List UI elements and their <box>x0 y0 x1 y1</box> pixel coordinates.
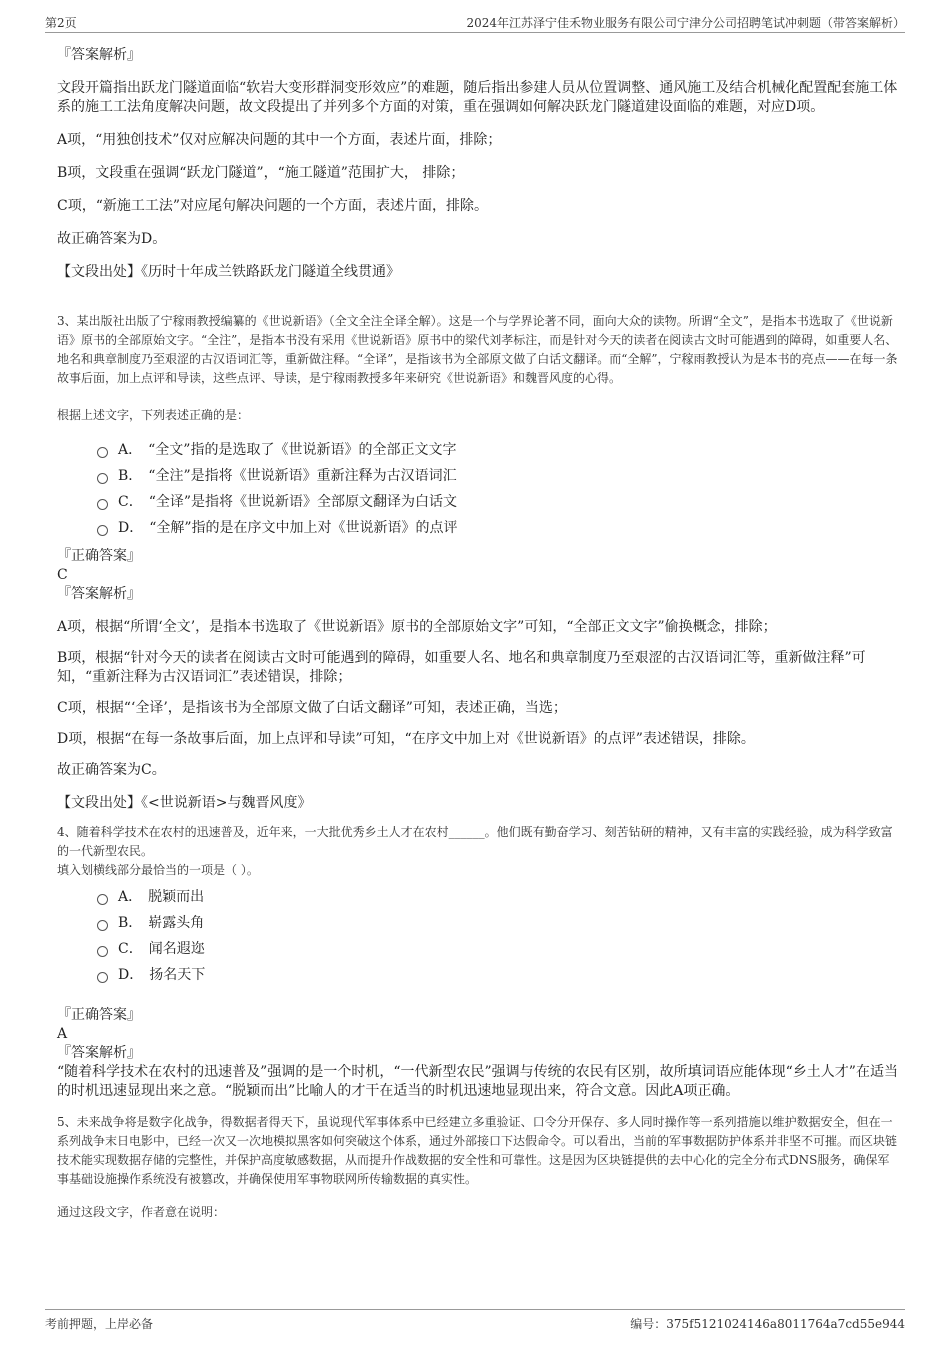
question-prompt: 填入划横线部分最恰当的一项是（ ）。 <box>57 863 259 877</box>
analysis-option-b: B项，文段重在强调“跃龙门隧道”，“施工隧道”范围扩大， 排除； <box>57 165 465 181</box>
analysis-option-a: A项，根据“所谓‘全文’，是指本书选取了《世说新语》原书的全部原始文字”可知，“全部正文文字”偷换概念，排除； <box>57 619 777 635</box>
analysis-option-a: A项，“用独创技术”仅对应解决问题的其中一个方面，表述片面，排除； <box>57 132 502 148</box>
option-c[interactable]: C． 闻名遐迩 <box>97 936 898 962</box>
answer-value: C <box>57 567 68 583</box>
options-list <box>97 437 898 541</box>
option-d[interactable]: D． 扬名天下 <box>97 962 898 988</box>
document-id: 编号：375f5121024146a8011764a7cd55e944 <box>630 1317 905 1331</box>
radio-icon[interactable] <box>97 972 108 983</box>
question-prompt: 根据上述文字，下列表述正确的是： <box>57 408 250 422</box>
analysis-option-d: D项，根据“在每一条故事后面，加上点评和导读”可知，“在序文中加上对《世说新语》的点评”表述错误，排除。 <box>57 731 755 747</box>
analysis-text: “随着科学技术在农村的迅速普及”强调的是一个时机，“一代新型农民”强调与传统的农民有区别，故所填词语应能体现“乡土人才”在适当的时机迅速显现出来之意。“脱颖而出”比喻人的才干在适当的时机迅速地显现出来，符合文意。因此A项正确。 <box>57 1064 898 1099</box>
radio-icon[interactable] <box>97 447 108 458</box>
main-content <box>57 46 898 1222</box>
option-a[interactable]: A． “全文”指的是选取了《世说新语》的全部正文文字 <box>97 437 898 463</box>
radio-icon[interactable] <box>97 894 108 905</box>
analysis-option-c: C项，“新施工工法”对应尾句解决问题的一个方面，表述片面，排除。 <box>57 198 489 214</box>
answer-label: 『正确答案』 <box>57 1007 141 1023</box>
option-c[interactable]: C． “全译”是指将《世说新语》全部原文翻译为白话文 <box>97 489 898 515</box>
page-number: 第2页 <box>45 16 77 30</box>
conclusion: 故正确答案为D。 <box>57 231 167 247</box>
answer-label: 『正确答案』 <box>57 548 141 564</box>
source: 【文段出处】《<世说新语>与魏晋风度》 <box>57 795 312 811</box>
answer-value: A <box>57 1026 68 1042</box>
document-title: 2024年江苏泽宁佳禾物业服务有限公司宁津分公司招聘笔试冲刺题（带答案解析） <box>466 16 905 30</box>
question-stem: 3、某出版社出版了宁稼雨教授编纂的《世说新语》（全文全注全译全解）。这是一个与学界论著不同，面向大众的读物。所谓“全文”，是指本书选取了《世说新语》原书的全部原始文字。“全注”，是指本书没有采用《世说新语》原书中的梁代刘孝标注，而是针对今天的读者在阅读古文时可能遇到的障碍，如重要人名、地名和典章制度乃至艰涩的古汉语词汇等，重新做注释。“全译”，是指该书为全部原文做了白话文翻译。而“全解”，宁稼雨教授认为是本书的亮点——在每一条故事后面，加上点评和导读，这些点评、导读，是宁稼雨教授多年来研究《世说新语》和魏晋风度的心得。 <box>57 314 898 385</box>
analysis-label: 『答案解析』 <box>57 47 141 63</box>
source: 【文段出处】《历时十年成兰铁路跃龙门隧道全线贯通》 <box>57 264 400 280</box>
page-header <box>45 12 905 33</box>
radio-icon[interactable] <box>97 525 108 536</box>
conclusion: 故正确答案为C。 <box>57 762 166 778</box>
radio-icon[interactable] <box>97 499 108 510</box>
radio-icon[interactable] <box>97 920 108 931</box>
analysis-label: 『答案解析』 <box>57 1045 141 1061</box>
option-b[interactable]: B． “全注”是指将《世说新语》重新注释为古汉语词汇 <box>97 463 898 489</box>
radio-icon[interactable] <box>97 946 108 957</box>
radio-icon[interactable] <box>97 473 108 484</box>
question-stem: 5、未来战争将是数字化战争，得数据者得天下，虽说现代军事体系中已经建立多重验证、口令分开保存、多人同时操作等一系列措施以维护数据安全，但在一系列战争末日电影中，已经一次又一次地模拟黑客如何突破这个体系，通过外部接口下达假命令。可以看出，当前的军事数据防护体系并非坚不可摧。而区块链技术能实现数据存储的完整性，并保护高度敏感数据，从而提升作战数据的安全性和可靠性。这是因为区块链提供的去中心化的完全分布式DNS服务，确保军事基础设施操作系统没有被篡改，并确保使用军事物联网所传输数据的真实性。 <box>57 1115 898 1186</box>
footer-slogan: 考前押题，上岸必备 <box>45 1317 154 1331</box>
analysis-option-b: B项，根据“针对今天的读者在阅读古文时可能遇到的障碍，如重要人名、地名和典章制度乃至艰涩的古汉语词汇等，重新做注释”可知，“重新注释为古汉语词汇”表述错误，排除； <box>57 650 866 685</box>
option-a[interactable]: A． 脱颖而出 <box>97 884 898 910</box>
analysis-text: 文段开篇指出跃龙门隧道面临“软岩大变形群洞变形效应”的难题，随后指出参建人员从位置调整、通风施工及结合机械化配置配套施工体系的施工工法角度解决问题，故文段提出了并列多个方面的对策，重在强调如何解决跃龙门隧道建设面临的难题，对应D项。 <box>57 80 898 115</box>
option-b[interactable]: B． 崭露头角 <box>97 910 898 936</box>
analysis-label: 『答案解析』 <box>57 586 141 602</box>
question-prompt: 通过这段文字，作者意在说明： <box>57 1205 226 1219</box>
options-list <box>97 884 898 988</box>
analysis-option-c: C项，根据“‘全译’，是指该书为全部原文做了白话文翻译”可知，表述正确，当选； <box>57 700 567 716</box>
option-d[interactable]: D． “全解”指的是在序文中加上对《世说新语》的点评 <box>97 515 898 541</box>
question-stem: 4、随着科学技术在农村的迅速普及，近年来，一大批优秀乡土人才在农村______。他们既有勤奋学习、刻苦钻研的精神，又有丰富的实践经验，成为科学致富的一代新型农民。 <box>57 825 893 858</box>
page-footer <box>45 1309 905 1330</box>
